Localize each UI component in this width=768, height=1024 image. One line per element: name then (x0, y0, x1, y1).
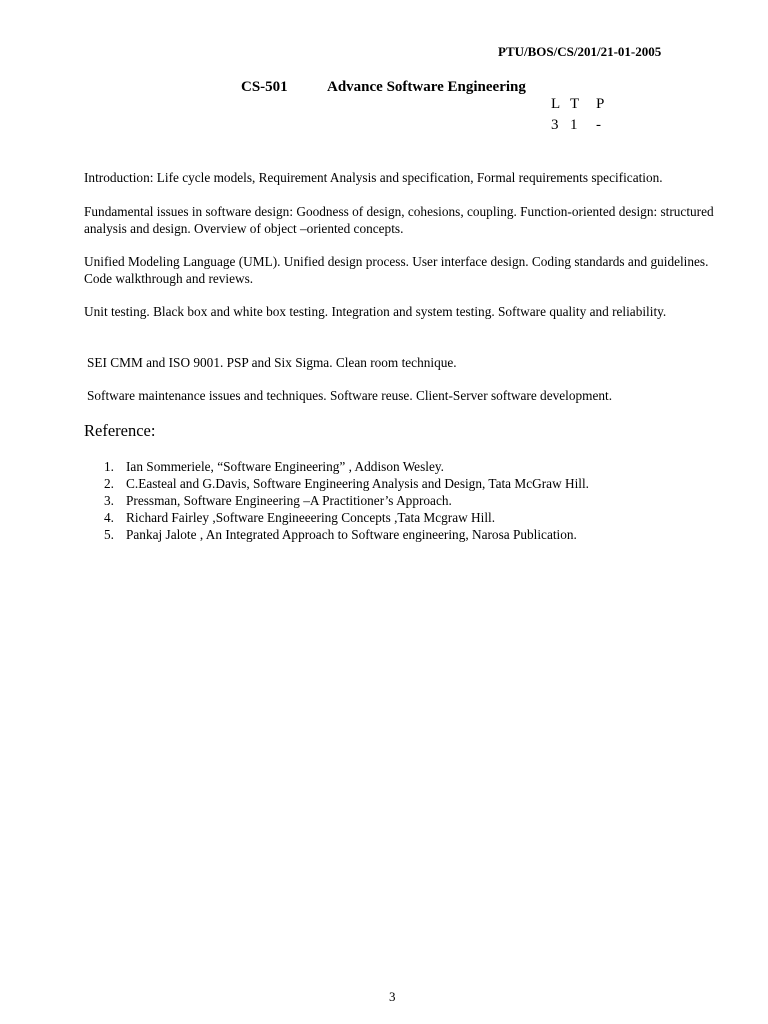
page-number: 3 (389, 989, 396, 1004)
list-item (104, 458, 589, 475)
list-item (104, 492, 589, 509)
reference-heading: Reference: (84, 421, 156, 440)
document-reference-code: PTU/BOS/CS/201/21-01-2005 (498, 44, 662, 59)
list-item-text: C.Easteal and G.Davis, Software Engineering Analysis and Design, Tata McGraw Hill. (126, 476, 590, 491)
syllabus-paragraph-testing: Unit testing. Black box and white box testing. Integration and system testing. Software quality and reliability. (84, 304, 667, 319)
ltp-label-practical: P (596, 96, 605, 112)
ltp-value-lecture: 3 (551, 117, 559, 133)
list-item-text: Pankaj Jalote , An Integrated Approach to Software engineering, Narosa Publication. (126, 527, 577, 542)
list-item-number: 3. (104, 493, 114, 508)
syllabus-paragraph-uml: Unified Modeling Language (UML). Unified design process. User interface design. Coding standards and guidelines. Code walkthrough and reviews. (84, 254, 709, 286)
list-item-text: Ian Sommeriele, “Software Engineering” , Addison Wesley. (126, 459, 444, 474)
ltp-value-practical: - (596, 117, 601, 133)
reference-list (104, 458, 589, 543)
list-item-number: 2. (104, 476, 114, 491)
ltp-values-row (551, 117, 610, 134)
course-title: Advance Software Engineering (327, 79, 526, 95)
ltp-label-tutorial: T (570, 96, 580, 112)
list-item (104, 475, 589, 492)
list-item (104, 526, 589, 543)
list-item (104, 509, 589, 526)
syllabus-paragraph-introduction: Introduction: Life cycle models, Requirement Analysis and specification, Formal requirements specification. (84, 170, 663, 185)
syllabus-paragraph-quality-standards: SEI CMM and ISO 9001. PSP and Six Sigma. Clean room technique. (87, 355, 457, 370)
syllabus-paragraph-maintenance: Software maintenance issues and techniques. Software reuse. Client-Server software development. (87, 388, 613, 403)
ltp-value-tutorial: 1 (570, 117, 578, 133)
ltp-header-row (551, 96, 610, 113)
list-item-number: 1. (104, 459, 114, 474)
ltp-label-lecture: L (551, 96, 561, 112)
course-code: CS-501 (241, 79, 288, 95)
list-item-text: Pressman, Software Engineering –A Practitioner’s Approach. (126, 493, 452, 508)
list-item-number: 5. (104, 527, 114, 542)
syllabus-paragraph-design: Fundamental issues in software design: Goodness of design, cohesions, coupling. Function-oriented design: structured analysis and design. Overview of object –oriented concepts. (84, 204, 714, 236)
list-item-text: Richard Fairley ,Software Engineeering Concepts ,Tata Mcgraw Hill. (126, 510, 496, 525)
list-item-number: 4. (104, 510, 114, 525)
